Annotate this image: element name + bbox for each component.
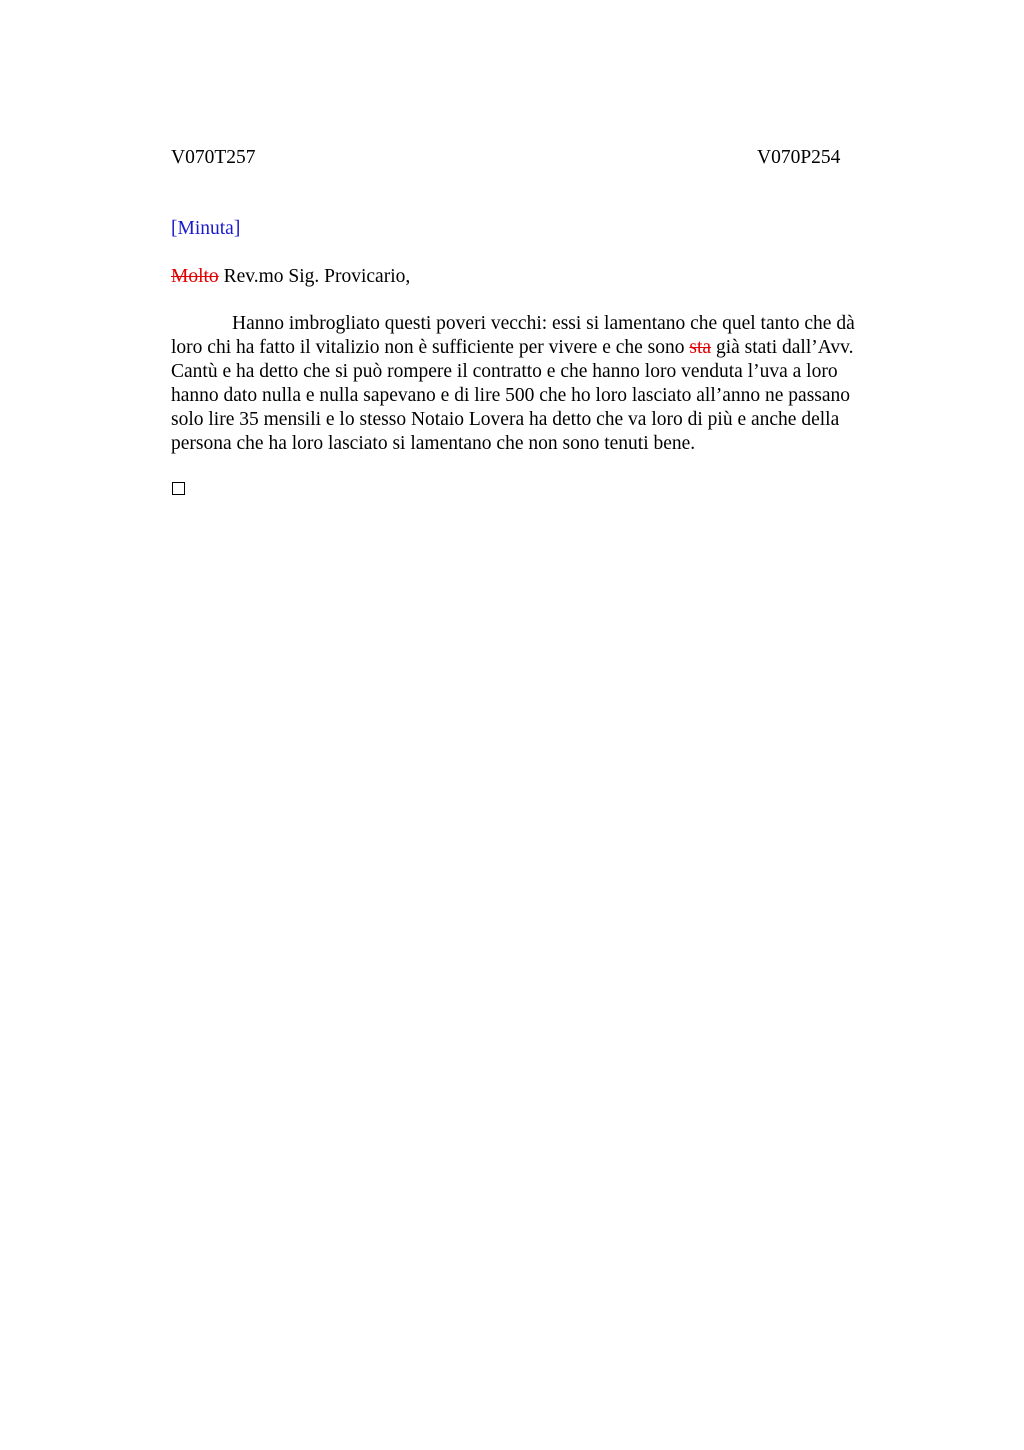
body-line: Cantù e ha detto che si può rompere il contratto e che hanno loro venduta l’uva a loro — [171, 361, 838, 382]
deleted-word: Molto — [171, 266, 219, 287]
salutation — [171, 265, 410, 289]
deleted-word: sta — [689, 337, 712, 358]
empty-square-icon — [172, 482, 185, 495]
minuta-label: [Minuta] — [171, 218, 241, 239]
body-line: solo lire 35 mensili e lo stesso Notaio Lovera ha detto che va loro di più e anche della — [171, 409, 840, 430]
document-ref-left: V070T257 — [171, 147, 256, 168]
salutation-text: Rev.mo Sig. Provicario, — [223, 266, 411, 287]
letter-body — [171, 312, 901, 456]
body-line: Hanno imbrogliato questi poveri vecchi: essi si lamentano che quel tanto che dà — [232, 313, 855, 334]
body-line — [171, 336, 901, 360]
body-line-segment: loro chi ha fatto il vitalizio non è sufficiente per vivere e che sono — [171, 337, 685, 358]
document-ref-right: V070P254 — [757, 147, 841, 168]
body-line-segment: già stati dall’Avv. — [715, 337, 854, 358]
body-line: persona che ha loro lasciato si lamentano che non sono tenuti bene. — [171, 433, 696, 454]
body-line: hanno dato nulla e nulla sapevano e di lire 500 che ho loro lasciato all’anno ne passano — [171, 385, 851, 406]
